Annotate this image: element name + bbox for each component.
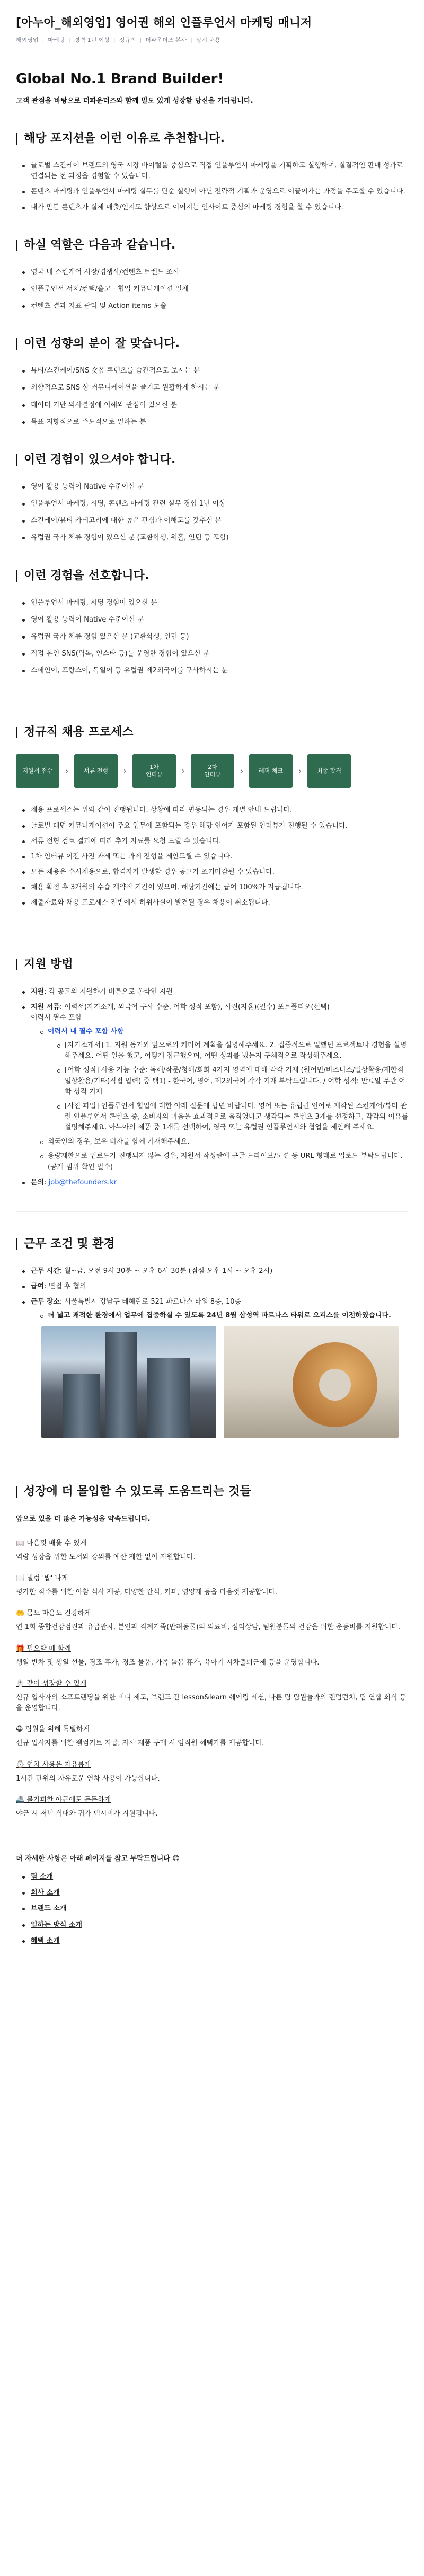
tasks-list bbox=[22, 267, 408, 312]
section-heading-apply bbox=[16, 955, 408, 973]
benefit-text: 신규 입사자를 위한 웰컴키트 지급, 자사 제품 구매 시 임직원 혜택가를 제공합니다. bbox=[16, 1739, 264, 1748]
list-item bbox=[22, 1936, 408, 1946]
list-item bbox=[22, 1888, 408, 1898]
fit-list bbox=[22, 366, 408, 428]
benefit-text: 신규 입사자의 소프트랜딩을 위한 버디 제도, 브랜드 간 lesson&learn 쉐어링 세션, 다른 팀 팀원들과의 랜덤런치, 팀 연합 회식 등을 운영합니다. bbox=[16, 1693, 407, 1713]
heading-text: 이런 경험을 선호합니다. bbox=[24, 569, 149, 582]
process-step: 최종 합격 bbox=[307, 754, 351, 788]
list-item: 인플루언서 서치/컨택/출고 - 협업 커뮤니케이션 일체 bbox=[22, 284, 408, 295]
heading-text: 성장에 더 몰입할 수 있도록 도움드리는 것들 bbox=[24, 1485, 251, 1499]
brand-subtitle: 고객 관점을 바탕으로 더파운더즈와 함께 밀도 있게 성장할 당신을 기다립니다. bbox=[16, 96, 253, 105]
apply-list bbox=[22, 987, 408, 1188]
list-item: 유럽권 국가 체류 경험이 있으신 분 (교환학생, 워홀, 인턴 등 포함) bbox=[22, 533, 408, 543]
list-item: 영어 활용 능력이 Native 수준이신 분 bbox=[22, 615, 408, 625]
list-item: 스킨케어/뷰티 카테고리에 대한 높은 관심과 이해도를 갖추신 분 bbox=[22, 516, 408, 526]
heading-text: 정규직 채용 프로세스 bbox=[24, 725, 134, 739]
process-step: 2차 인터뷰 bbox=[191, 754, 234, 788]
benefit-text: 야근 시 저녁 식대와 귀가 택시비가 지원됩니다. bbox=[16, 1809, 158, 1818]
link-benefits[interactable]: 혜택 소개 bbox=[31, 1936, 60, 1945]
place-label: 근무 장소 bbox=[31, 1298, 60, 1306]
benefit-title: 🤲 몸도 마음도 건강하게 bbox=[16, 1609, 91, 1618]
hours-text: : 월~금, 오전 9시 30분 ~ 오후 6시 30분 (점심 오후 1시 ~ 오후 2시) bbox=[59, 1267, 273, 1275]
list-item bbox=[22, 1002, 408, 1173]
salary-text: : 면접 후 협의 bbox=[44, 1282, 86, 1291]
process-step: 레퍼 체크 bbox=[249, 754, 293, 788]
breadcrumb-separator: | bbox=[139, 36, 142, 43]
list-item: 유럽권 국가 체류 경험 있으신 분 (교환학생, 인턴 등) bbox=[22, 632, 408, 642]
section-heading-recommend bbox=[16, 130, 408, 148]
list-item: [자기소개서] 1. 지원 동기와 앞으로의 커리어 계획을 설명해주세요. 2. 집중적으로 일했던 프로젝트나 경험을 설명해주세요. 어떤 일을 했고, 어떻게 접근했으며, 어떤 성과를 냈는지 구체적으로 작성해주세요. bbox=[57, 1040, 408, 1061]
list-item bbox=[22, 1920, 408, 1931]
list-item: 채용 프로세스는 위와 같이 진행됩니다. 상황에 따라 변동되는 경우 개별 안내 드립니다. bbox=[22, 805, 408, 816]
brand-title: Global No.1 Brand Builder! bbox=[16, 70, 224, 87]
benefit-item bbox=[16, 1679, 408, 1714]
resume-text: : 이력서(자기소개, 외국어 구사 수준, 어학 성적 포함), 사진(자율)(필수) 포트폴리오(선택) bbox=[59, 1003, 330, 1011]
more-links bbox=[22, 1872, 408, 1946]
list-item: 글로벌 스킨케어 브랜드의 영국 시장 바이럴을 중심으로 직접 인플루언서 마케팅을 기획하고 실행하며, 실질적인 판매 성과로 연결되는 전 과정을 경험할 수 있습니다. bbox=[22, 161, 408, 182]
list-item: 외국인의 경우, 보유 비자를 함께 기재해주세요. bbox=[40, 1137, 408, 1147]
conditions-list bbox=[22, 1266, 408, 1322]
breadcrumb-item[interactable]: 경력 1년 이상 bbox=[74, 36, 110, 43]
job-title: [아누아_해외영업] 영어권 해외 인플루언서 마케팅 매니저 bbox=[16, 16, 312, 30]
benefit-item bbox=[16, 1795, 408, 1819]
heading-bar bbox=[16, 338, 17, 350]
resume-label: 지원 서류 bbox=[31, 1003, 60, 1011]
section-heading-benefits bbox=[16, 1483, 408, 1501]
preferred-list bbox=[22, 598, 408, 677]
list-item: 영국 내 스킨케어 시장/경쟁사/컨텐츠 트렌드 조사 bbox=[22, 267, 408, 278]
heading-text: 이런 성향의 분이 잘 맞습니다. bbox=[24, 337, 180, 351]
list-item: 데이터 기반 의사결정에 이해와 관심이 있으신 분 bbox=[22, 400, 408, 411]
heading-text: 해당 포지션을 이런 이유로 추천합니다. bbox=[24, 132, 225, 146]
building-shape bbox=[105, 1332, 137, 1438]
section-heading-preferred bbox=[16, 567, 408, 585]
experience-list bbox=[22, 482, 408, 544]
list-item: 인플루언서 마케팅, 시딩 경험이 있으신 분 bbox=[22, 598, 408, 608]
breadcrumb-item[interactable]: 더파운더즈 본사 bbox=[145, 36, 187, 43]
process-step: 서류 전형 bbox=[74, 754, 118, 788]
benefit-title: 😀 팀원을 위해 특별하게 bbox=[16, 1725, 90, 1734]
list-item: 서류 전형 검토 결과에 따라 추가 자료를 요청 드릴 수 있습니다. bbox=[22, 836, 408, 847]
building-shape bbox=[63, 1374, 100, 1438]
section-heading-fit bbox=[16, 335, 408, 353]
process-flow bbox=[16, 754, 408, 788]
benefit-title: 📖 마음껏 배울 수 있게 bbox=[16, 1539, 87, 1547]
list-item: 스페인어, 프랑스어, 독일어 등 유럽권 제2외국어를 구사하시는 분 bbox=[22, 666, 408, 676]
required-items bbox=[57, 1040, 408, 1133]
benefit-title: 🖱️ 같이 성장할 수 있게 bbox=[16, 1679, 87, 1688]
breadcrumb-separator: | bbox=[113, 36, 116, 43]
apply-label: 지원 bbox=[31, 987, 45, 996]
chevron-right-icon: › bbox=[65, 766, 69, 776]
process-step: 지원서 접수 bbox=[16, 754, 59, 788]
benefit-item bbox=[16, 1724, 408, 1749]
list-item bbox=[22, 1266, 408, 1277]
list-item bbox=[40, 1026, 408, 1133]
link-brand[interactable]: 브랜드 소개 bbox=[31, 1905, 67, 1913]
benefit-item bbox=[16, 1608, 408, 1633]
process-step: 1차 인터뷰 bbox=[132, 754, 176, 788]
list-item: 채용 확정 후 3개월의 수습 계약직 기간이 있으며, 해당기간에는 급여 100%가 지급됩니다. bbox=[22, 882, 408, 893]
heading-text: 하실 역할은 다음과 같습니다. bbox=[24, 238, 176, 252]
section-heading-conditions bbox=[16, 1235, 408, 1253]
benefit-text: 연 1회 종합건강검진과 유급반차, 본인과 직계가족(반려동물)의 의료비, 심리상담, 팀원분들의 건강을 위한 운동비를 지원합니다. bbox=[16, 1623, 400, 1632]
heading-bar bbox=[16, 1486, 17, 1498]
list-item: 목표 지향적으로 주도적으로 일하는 분 bbox=[22, 417, 408, 428]
more-heading: 더 자세한 사항은 아래 페이지를 참고 부탁드립니다 😊 bbox=[16, 1855, 180, 1863]
section-heading-process bbox=[16, 723, 408, 741]
link-company[interactable]: 회사 소개 bbox=[31, 1889, 60, 1897]
benefits-intro: 앞으로 있을 더 많은 가능성을 약속드립니다. bbox=[16, 1515, 151, 1523]
list-item: 더 넓고 쾌적한 환경에서 업무에 집중하실 수 있도록 24년 8월 삼성역 파르나스 타워로 오피스를 이전하였습니다. bbox=[40, 1311, 408, 1321]
contact-email-link[interactable]: job@thefounders.kr bbox=[48, 1178, 117, 1187]
list-item: 인플루언서 마케팅, 시딩, 콘텐츠 마케팅 관련 실무 경험 1년 이상 bbox=[22, 499, 408, 509]
breadcrumb bbox=[16, 36, 408, 45]
section-divider bbox=[16, 1211, 408, 1212]
heading-bar bbox=[16, 1238, 17, 1250]
building-shape bbox=[147, 1358, 190, 1438]
office-photos bbox=[41, 1326, 408, 1438]
benefit-text: 역량 성장을 위한 도서와 강의를 예산 제한 없이 지원합니다. bbox=[16, 1553, 196, 1561]
breadcrumb-separator: | bbox=[190, 36, 192, 43]
resume-text-2: 이력서 필수 포함 bbox=[31, 1013, 82, 1022]
chevron-right-icon: › bbox=[240, 766, 244, 776]
benefit-item bbox=[16, 1644, 408, 1668]
process-notes bbox=[22, 805, 408, 908]
list-item: 1차 인터뷰 이전 사전 과제 또는 과제 전형을 제안드릴 수 있습니다. bbox=[22, 852, 408, 862]
list-item: 영어 활용 능력이 Native 수준이신 분 bbox=[22, 482, 408, 492]
breadcrumb-item[interactable]: 해외영업 bbox=[16, 36, 39, 43]
salary-label: 급여 bbox=[31, 1282, 45, 1291]
heading-text: 이런 경험이 있으셔야 합니다. bbox=[24, 453, 176, 466]
breadcrumb-item[interactable]: 상시 채용 bbox=[196, 36, 220, 43]
list-item bbox=[22, 1178, 408, 1188]
place-text: : 서울특별시 강남구 테헤란로 521 파르나스 타워 8층, 10층 bbox=[59, 1298, 242, 1306]
required-title: 이력서 내 필수 포함 사항 bbox=[48, 1027, 124, 1035]
link-team[interactable]: 팀 소개 bbox=[31, 1873, 54, 1881]
breadcrumb-item[interactable]: 정규직 bbox=[119, 36, 136, 43]
list-item: 제출자료와 채용 프로세스 전반에서 허위사실이 발견될 경우 채용이 취소됩니다. bbox=[22, 898, 408, 908]
list-item: 내가 만든 콘텐츠가 실제 매출/인지도 향상으로 이어지는 인사이트 중심의 마케팅 경험을 할 수 있습니다. bbox=[22, 202, 408, 213]
list-item bbox=[22, 1904, 408, 1914]
list-item bbox=[22, 987, 408, 997]
apply-text: : 각 공고의 지원하기 버튼으로 온라인 지원 bbox=[44, 987, 173, 996]
heading-bar bbox=[16, 240, 17, 251]
heading-text: 지원 방법 bbox=[24, 958, 73, 971]
benefit-text: 생일 반차 및 생일 선물, 경조 휴가, 경조 물품, 가족 돌봄 휴가, 육아기 시차출퇴근제 등을 운영합니다. bbox=[16, 1658, 320, 1667]
list-item: [사진 파일] 인플루언서 협업에 대한 아래 질문에 답변 바랍니다. 영어 또는 유럽권 언어로 제작된 스킨케어/뷰티 관련 인플루언서 콘텐츠 중, 소비자의 마음을 효과적으로 움직였다고 생각되는 콘텐츠 3개를 선정하고, 각각의 이유를 설명해주세요. 아누아의 제품 중 1개를 선택하여, 영국 또는 유럽권 인플루언서와 협업을 제안해 주세요. bbox=[57, 1101, 408, 1133]
office-lobby-image bbox=[224, 1326, 399, 1438]
list-item: 모든 채용은 수시채용으로, 합격자가 발생할 경우 공고가 조기마감될 수 있습니다. bbox=[22, 867, 408, 878]
list-item bbox=[22, 1872, 408, 1882]
list-item: 컨텐츠 결과 지표 관리 및 Action items 도출 bbox=[22, 301, 408, 312]
chevron-right-icon: › bbox=[181, 766, 186, 776]
chevron-right-icon: › bbox=[298, 766, 302, 776]
benefit-title: 🎁 필요할 때 함께 bbox=[16, 1644, 71, 1653]
hours-label: 근무 시간 bbox=[31, 1267, 60, 1275]
list-item: 용량제한으로 업로드가 진행되지 않는 경우, 지원서 작성란에 구글 드라이브/노션 등 URL 형태로 업로드 부탁드립니다. (공개 범위 확인 필수) bbox=[40, 1151, 408, 1172]
breadcrumb-separator: | bbox=[42, 36, 45, 43]
benefit-item bbox=[16, 1760, 408, 1784]
list-item: 뷰티/스킨케어/SNS 숏폼 콘텐츠를 습관적으로 보시는 분 bbox=[22, 366, 408, 376]
list-item: 직접 본인 SNS(틱톡, 인스타 등)를 운영한 경험이 있으신 분 bbox=[22, 649, 408, 659]
heading-bar bbox=[16, 727, 17, 738]
office-building-image bbox=[41, 1326, 216, 1438]
list-item bbox=[22, 1281, 408, 1292]
required-list bbox=[40, 1026, 408, 1173]
chevron-right-icon: › bbox=[123, 766, 127, 776]
heading-bar bbox=[16, 133, 17, 145]
list-item: 글로벌 대면 커뮤니케이션이 주요 업무에 포함되는 경우 해당 언어가 포함된 인터뷰가 진행될 수 있습니다. bbox=[22, 821, 408, 831]
benefit-text: 1시간 단위의 자유로운 연차 사용이 가능합니다. bbox=[16, 1774, 160, 1783]
section-heading-experience bbox=[16, 451, 408, 469]
benefit-item bbox=[16, 1538, 408, 1563]
list-item: 외향적으로 SNS 상 커뮤니케이션을 즐기고 원활하게 하시는 분 bbox=[22, 383, 408, 393]
heading-bar bbox=[16, 570, 17, 582]
contact-label: 문의 bbox=[31, 1178, 45, 1187]
link-workstyle[interactable]: 일하는 방식 소개 bbox=[31, 1920, 82, 1929]
list-item: [어학 성적] 사용 가능 수준: 독해/작문/청해/회화 4가지 영역에 대해 각각 기재 (원어민/비즈니스/일상활용/제한적 일상활용/기타(직접 입력) 중 택1) - 한국어, 영어, 제2외국어 각각 기재 부탁드립니다. / 어학 성적: 만료일 무관 어학 성적 기재 bbox=[57, 1065, 408, 1097]
benefit-text: 평가한 적주를 위한 야참 식사 제공, 다양한 간식, 커피, 영양제 등을 마음껏 제공합니다. bbox=[16, 1588, 278, 1597]
benefit-item bbox=[16, 1573, 408, 1598]
section-heading-tasks bbox=[16, 236, 408, 254]
breadcrumb-separator: | bbox=[68, 36, 70, 43]
list-item bbox=[22, 1297, 408, 1321]
recommend-list bbox=[22, 161, 408, 213]
heading-bar bbox=[16, 454, 17, 466]
breadcrumb-item[interactable]: 마케팅 bbox=[48, 36, 65, 43]
benefit-title: 🍽️ 밀렁 '밥' 나게 bbox=[16, 1574, 68, 1582]
list-item: 콘텐츠 마케팅과 인플루언서 마케팅 실무를 단순 실행이 아닌 전략적 기획과 운영으로 이끌어가는 과정을 주도할 수 있습니다. bbox=[22, 187, 408, 197]
contact-separator: : bbox=[44, 1178, 49, 1187]
benefit-title: ⌚ 연차 사용은 자유롭게 bbox=[16, 1760, 91, 1769]
heading-bar bbox=[16, 959, 17, 970]
heading-text: 근무 조건 및 환경 bbox=[24, 1237, 115, 1251]
benefit-title: 🚢 불가피한 야근에도 든든하게 bbox=[16, 1795, 111, 1804]
place-note-list bbox=[40, 1311, 408, 1321]
